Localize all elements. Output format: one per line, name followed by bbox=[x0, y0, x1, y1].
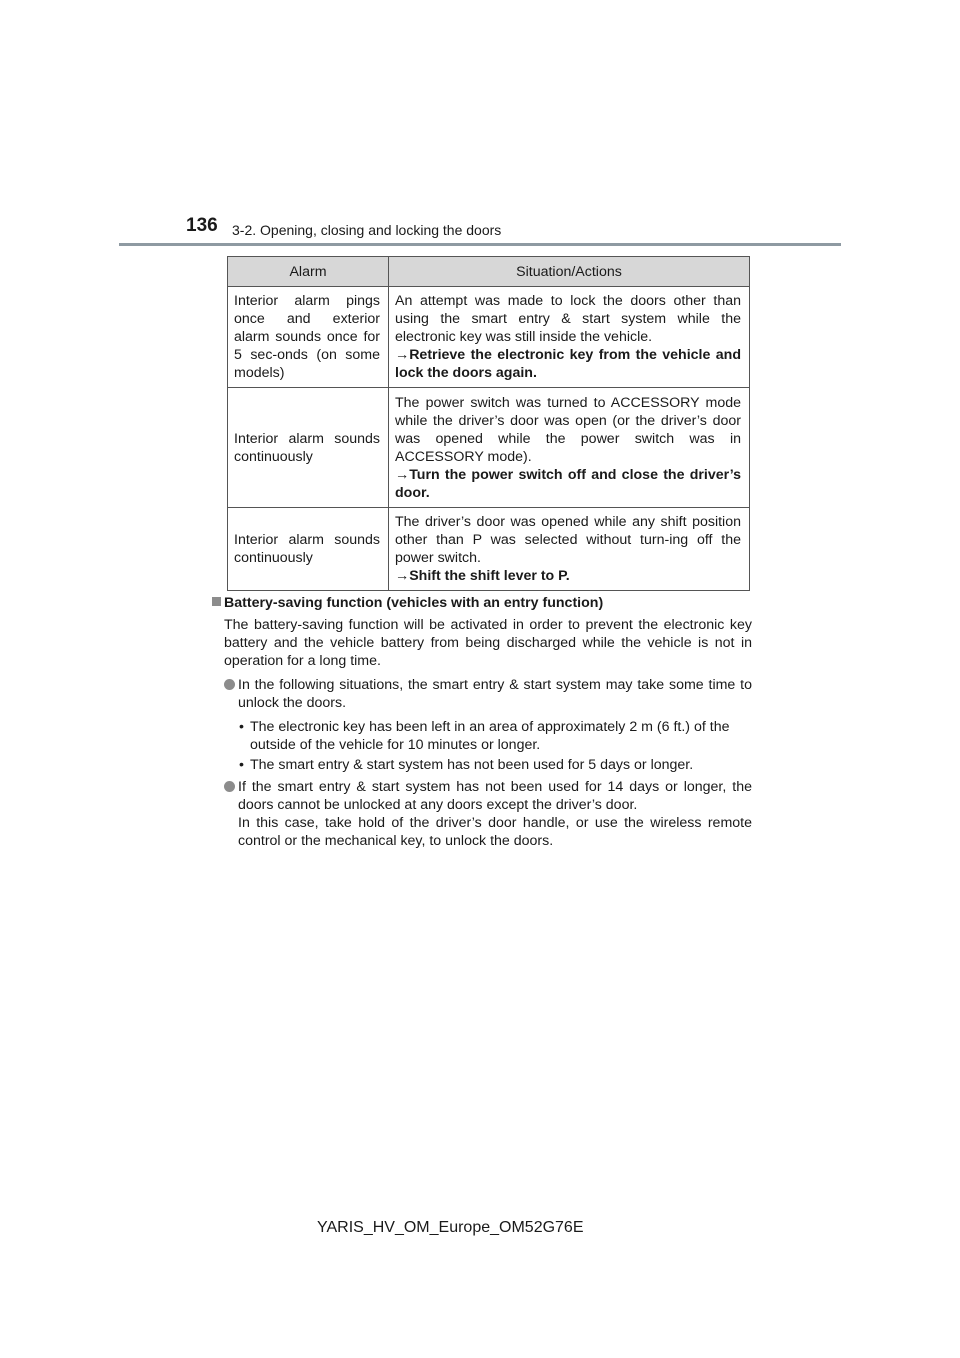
round-bullet-icon bbox=[224, 781, 235, 792]
alarm-table bbox=[227, 256, 750, 591]
action-line bbox=[395, 346, 741, 382]
situation-cell bbox=[389, 388, 750, 508]
alarm-cell: Interior alarm sounds continuously bbox=[228, 508, 389, 591]
situation-text: The power switch was turned to ACCESSORY mode while the driver’s door was open (or the driver’s door was opened while the power switch was in ACCESSORY mode). bbox=[395, 394, 741, 465]
action-text: Retrieve the electronic key from the vehicle and lock the doors again. bbox=[395, 347, 741, 381]
intro-paragraph: The battery-saving function will be activated in order to prevent the electronic key battery and the vehicle battery from being discharged while the vehicle is not in operation for a long time. bbox=[224, 617, 752, 669]
action-line bbox=[395, 466, 741, 502]
situation-cell bbox=[389, 508, 750, 591]
situation-text: The driver’s door was opened while any shift position other than P was selected without turn-ing off the power switch. bbox=[395, 514, 741, 566]
table-row bbox=[228, 388, 750, 508]
action-line bbox=[395, 567, 741, 585]
bullet-item bbox=[212, 778, 752, 850]
arrow-icon: → bbox=[395, 347, 410, 363]
dot-bullet-icon: • bbox=[239, 719, 244, 735]
bullet-text-continued: In this case, take hold of the driver’s door handle, or use the wireless remote control or the mechanical key, to unlock the doors. bbox=[238, 815, 752, 849]
sub-bullet-text: The smart entry & start system has not been used for 5 days or longer. bbox=[250, 757, 694, 773]
sub-bullet-text: The electronic key has been left in an area of approximately 2 m (6 ft.) of the outside of the vehicle for 10 minutes or longer. bbox=[250, 719, 730, 753]
header-divider bbox=[119, 243, 841, 246]
sub-bullet-item bbox=[212, 718, 752, 754]
action-text: Turn the power switch off and close the driver’s door. bbox=[395, 466, 741, 501]
dot-bullet-icon: • bbox=[239, 757, 244, 773]
square-bullet-icon bbox=[212, 597, 221, 606]
table-header-row bbox=[228, 257, 750, 287]
bullet-text: In the following situations, the smart entry & start system may take some time to unlock the doors. bbox=[238, 677, 752, 711]
round-bullet-icon bbox=[224, 679, 235, 690]
alarm-cell: Interior alarm sounds continuously bbox=[228, 388, 389, 508]
bullet-text: If the smart entry & start system has not been used for 14 days or longer, the doors cannot be unlocked at any doors except the driver’s door. bbox=[238, 779, 752, 813]
battery-saving-section bbox=[212, 594, 752, 850]
subsection-heading-text: Battery-saving function (vehicles with an entry function) bbox=[224, 595, 604, 611]
column-header-alarm: Alarm bbox=[228, 257, 389, 287]
table-row bbox=[228, 287, 750, 388]
sub-bullet-item bbox=[212, 756, 752, 774]
document-code: YARIS_HV_OM_Europe_OM52G76E bbox=[317, 1219, 584, 1236]
alarm-cell: Interior alarm pings once and exterior alarm sounds once for 5 sec-onds (on some models) bbox=[228, 287, 389, 388]
arrow-icon: → bbox=[395, 568, 410, 584]
bullet-item bbox=[212, 676, 752, 712]
subsection-heading bbox=[212, 594, 752, 612]
table-row bbox=[228, 508, 750, 591]
arrow-icon: → bbox=[395, 466, 410, 483]
column-header-situation: Situation/Actions bbox=[389, 257, 750, 287]
situation-cell bbox=[389, 287, 750, 388]
section-title: 3-2. Opening, closing and locking the doors bbox=[232, 222, 502, 238]
page-number: 136 bbox=[186, 215, 218, 236]
situation-text: An attempt was made to lock the doors other than using the smart entry & start system while the electronic key was still inside the vehicle. bbox=[395, 293, 741, 345]
action-text: Shift the shift lever to P. bbox=[409, 568, 570, 584]
